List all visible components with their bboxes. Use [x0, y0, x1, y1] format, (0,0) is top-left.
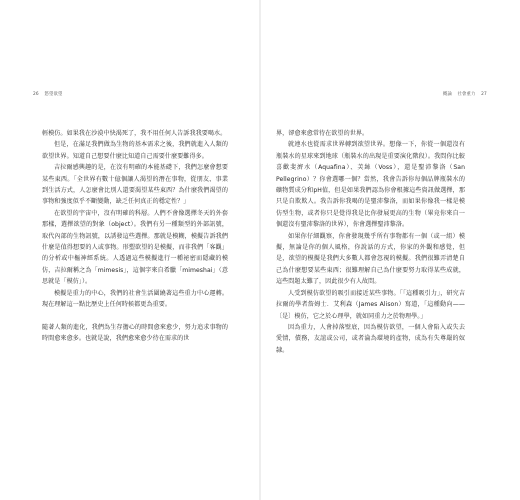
paragraph: 模擬是重力的中心，我們的社會生活圍繞著這些重力中心運轉。現在理解這一點比歷史上任何時候都更為重要。	[42, 289, 228, 309]
paragraph: 但是，在滿足我們做為生物的基本需求之後，我們就進入人類的欲望世界。知道自己想要什麼比知道自己需要什麼要難得多。	[42, 141, 228, 160]
paragraph: 吉拉爾感興趣的是，在沒有明確的本能基礎下，我們怎麼會想要某些東西。「全世界有數十億個讓人渴望的潛在事物，從朋友、事業到生活方式，人怎麼會比別人還要渴望某些東西？為什麼我們渴望的事物和強度似乎不斷變動，缺乏任何真正的穩定性？」	[42, 164, 228, 206]
right-running-head-title: 社會重力	[457, 92, 476, 97]
paragraph: 輕模仿。如果我在沙漠中快渴死了，我不用任何人告訴我我要喝水。	[42, 130, 227, 137]
right-running-head-section: 概論	[442, 92, 452, 97]
left-page-body	[42, 128, 228, 345]
paragraph: 人受到模仿欲望的吸引而接近某些事物。「「這種吸引力」，研究吉拉爾的學者詹姆士．艾利森（James Alison）寫道，「這種動向——〔是〕模仿，它之於心理學，就如同重力之於物理學。」	[276, 289, 465, 320]
left-page-number: 26	[33, 92, 39, 97]
right-running-head	[441, 91, 489, 97]
paragraph: 在欲望的宇宙中，沒有明確的科層。人們不會像選擇冬天的外套那樣，選擇欲望的對象（object）。我們有另一種類型的外部訊號，取代內部的生物訊號，以誘發這些選擇。那就是模糊，模擬告訴我們什麼是值得想要的人或事物。形塑欲望的是模擬，而非我們「客觀」的分析或中樞神經系統。人透過這些模擬進行一種祕密而隱藏的模仿，吉拉爾稱之為「mimesis」，這個字來自希臘「mimeshai」（意思就是「模仿」）。	[42, 209, 228, 286]
paragraph: 就連水也從需求世界轉到欲望世界。想像一下，你從一個還沒有瓶裝水的星球來到地球（瓶裝水的出現是重要演化階段）。我問你比較喜歡斐濟水（Aquafina）、芙絲（Voss），還是聖沛黎洛（San Pellegrino）？你會選哪一個？當然，我會告訴你每個品牌瓶裝水的礦物質成分和pH值，但是如果我們認為你會根據這些資訊做選擇，那只是自欺欺人。我告訴你我喝的是聖沛黎洛，而如果你像我一樣是模仿型生物，或者你只是覺得我是比你發展更高的生物（畢竟你來自一個還沒有聖沛黎洛的世界），你會選擇聖沛黎洛。	[276, 141, 465, 229]
paragraph: 隨著人類的進化，我們為生存擔心的時間愈來愈少，努力追求事物的時間愈來愈多。也就是說，我們愈來愈少待在需求的世	[42, 323, 228, 343]
paragraph: 因為重力，人會掉落壁底，因為模仿欲望，一個人會陷入或失去愛情，債務，友誼或公司，或者淪為環境的產物，成為有失尊嚴的奴隸。	[276, 323, 465, 354]
paragraph: 如果你仔細觀察，你會發現幾乎所有事物都有一個（或一組）模擬，無論是你的個人風格，你說話的方式，你家的外觀和感覺，但是，欲望的模擬是我們大多數人都會忽視的模擬。我們很難弄清楚自己為什麼想要某些東西；很難理解自己為什麼要努力取得某些成就，這些問題太難了，因此很少有人故問。	[276, 232, 465, 286]
right-page-body	[276, 128, 465, 356]
left-running-head-title: 慾望欲望	[44, 92, 63, 97]
right-page	[260, 0, 520, 500]
left-running-head	[31, 91, 64, 97]
paragraph: 界，卻愈來愈常待在欲望的世界。	[276, 130, 369, 137]
right-page-number: 27	[481, 92, 487, 97]
